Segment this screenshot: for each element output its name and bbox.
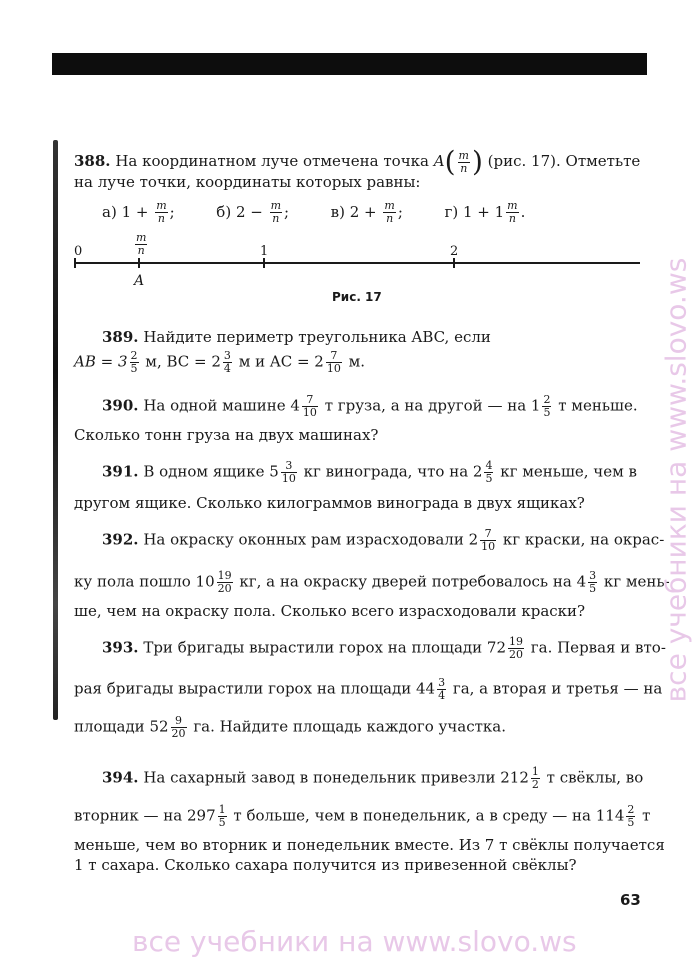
problem-389-line1: 389. Найдите периметр треугольника ABC, если [102, 328, 491, 346]
page-edge-shadow [53, 140, 58, 720]
fraction: $\frac{m}{n}$ [458, 148, 469, 175]
option-b: б) 2 − $\frac{m}{n}$ ; [216, 199, 290, 225]
coordinate-ray [74, 262, 640, 264]
problem-393-line3: площади 52 $\frac{9}{20}$ га. Найдите площадь каждого участка. [74, 714, 506, 740]
problem-number: 391. [102, 462, 139, 481]
watermark-bottom: все учебники на www.slovo.ws [132, 925, 577, 958]
problem-394-line3: меньше, чем во вторник и понедельник вместе. Из 7 т свёклы получается [74, 836, 665, 854]
problem-389-line2: AB = 3 $\frac{2}{5}$ м, BC = 2 $\frac{3}{4}$ м и AC = 2 $\frac{7}{10}$ м. [74, 349, 366, 375]
ray-label-0: 0 [74, 244, 83, 259]
problem-388-line1: 388. На координатном луче отмечена точка A( $\frac{m}{n}$ ) (рис. 17). Отметьте [74, 145, 641, 178]
problem-number: 389. [102, 328, 139, 346]
problem-text: На координатном луче отмечена точка [115, 152, 434, 170]
problem-392-line2: ку пола пошло 10 $\frac{19}{20}$ кг, а на окраску дверей потребовалось на 4 $\frac{3}{5}$ кг мень- [74, 569, 670, 595]
figure-caption: Рис. 17 [332, 290, 382, 304]
problem-393-line1: 393. Три бригады вырастили горох на площади 72 $\frac{19}{20}$ га. Первая и вто- [102, 635, 666, 661]
header-bar [52, 53, 647, 75]
ray-tick-1 [263, 258, 265, 268]
problem-392-line1: 392. На окраску оконных рам израсходовали 2 $\frac{7}{10}$ кг краски, на окрас- [102, 527, 665, 553]
problem-number: 390. [102, 396, 139, 415]
ray-label-1: 1 [260, 244, 269, 259]
ray-point-fraction: $\frac{m}{n}$ [136, 231, 147, 257]
problem-394-line1: 394. На сахарный завод в понедельник привезли 212 $\frac{1}{2}$ т свёклы, во [102, 765, 644, 791]
problem-388-line2: на луче точки, координаты которых равны: [74, 173, 421, 191]
ray-point-label: A [134, 273, 145, 289]
problem-393-line2: рая бригады вырастили горох на площади 44 $\frac{3}{4}$ га, а вторая и третья — на [74, 676, 663, 702]
option-a: а) 1 + $\frac{m}{n}$ ; [102, 199, 175, 225]
problem-394-line2: вторник — на 297 $\frac{1}{5}$ т больше, чем в понедельник, а в среду — на 114 $\frac{2}{5}$ т [74, 803, 651, 829]
option-d: г) 1 + 1 $\frac{m}{n}$ . [444, 199, 526, 225]
problem-text: (рис. 17). Отметьте [482, 152, 641, 170]
ray-label-2: 2 [450, 244, 459, 259]
problem-394-line4: 1 т сахара. Сколько сахара получится из привезенной свёклы? [74, 856, 577, 874]
watermark-side: все учебники на www.slovo.ws [659, 257, 693, 703]
option-c: в) 2 + $\frac{m}{n}$ ; [330, 199, 403, 225]
ray-tick-a [138, 258, 140, 268]
problem-392-line3: ше, чем на окраску пола. Сколько всего израсходовали краски? [74, 602, 586, 620]
problem-391-line2: другом ящике. Сколько килограммов винограда в двух ящиках? [74, 494, 585, 512]
problem-number: 392. [102, 530, 139, 549]
problem-number: 394. [102, 768, 139, 787]
point-label: A [433, 152, 445, 170]
ray-tick-2 [453, 258, 455, 268]
problem-390-line1: 390. На одной машине 4 $\frac{7}{10}$ т груза, а на другой — на 1 $\frac{2}{5}$ т меньше. [102, 393, 638, 419]
problem-391-line1: 391. В одном ящике 5 $\frac{3}{10}$ кг винограда, что на 2 $\frac{4}{5}$ кг меньше, чем в [102, 459, 637, 485]
problem-number: 388. [74, 152, 111, 170]
problem-388-options [102, 200, 525, 225]
ray-tick-0 [74, 258, 76, 268]
page-number: 63 [620, 891, 641, 909]
problem-390-line2: Сколько тонн груза на двух машинах? [74, 426, 379, 444]
problem-number: 393. [102, 638, 139, 657]
